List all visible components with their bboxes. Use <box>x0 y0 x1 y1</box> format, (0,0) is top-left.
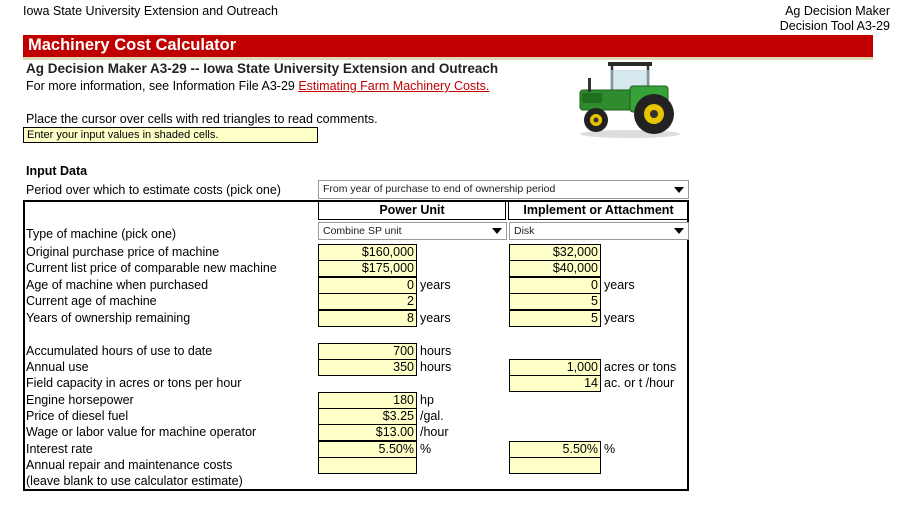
subtitle: Ag Decision Maker A3-29 -- Iowa State University Extension and Outreach <box>26 61 499 76</box>
brand-line2: Decision Tool A3-29 <box>779 19 890 33</box>
age-purchased-impl-input[interactable]: 0 <box>509 277 601 294</box>
field-capacity-unit: ac. or t /hour <box>604 376 675 390</box>
current-age-power-input[interactable]: 2 <box>318 293 417 310</box>
interest-label: Interest rate <box>26 442 93 456</box>
horsepower-unit: hp <box>420 393 434 407</box>
info-prefix: For more information, see Information File A3-29 <box>26 79 299 93</box>
input-data-heading: Input Data <box>26 164 88 178</box>
repair-note: (leave blank to use calculator estimate) <box>26 474 243 488</box>
accum-hours-unit: hours <box>420 344 452 358</box>
years-remaining-power-unit: years <box>420 311 451 325</box>
field-capacity-label: Field capacity in acres or tons per hour <box>26 376 242 390</box>
age-purchased-power-unit: years <box>420 278 451 292</box>
annual-use-impl-input[interactable]: 1,000 <box>509 359 601 376</box>
annual-use-power-input[interactable]: 350 <box>318 359 417 376</box>
years-remaining-impl-unit: years <box>604 311 635 325</box>
annual-use-label: Annual use <box>26 360 89 374</box>
labor-input[interactable]: $13.00 <box>318 424 417 441</box>
orig-price-impl-input[interactable]: $32,000 <box>509 244 601 261</box>
diesel-input[interactable]: $3.25 <box>318 408 417 425</box>
period-label: Period over which to estimate costs (pick one) <box>26 183 281 197</box>
implement-type-select[interactable] <box>509 222 689 240</box>
chevron-down-icon[interactable] <box>670 181 688 198</box>
diesel-unit: /gal. <box>420 409 444 423</box>
diesel-label: Price of diesel fuel <box>26 409 129 423</box>
list-price-impl-input[interactable]: $40,000 <box>509 260 601 277</box>
list-price-power-input[interactable]: $175,000 <box>318 260 417 277</box>
current-age-impl-input[interactable]: 5 <box>509 293 601 310</box>
interest-power-unit: % <box>420 442 432 456</box>
age-purchased-label: Age of machine when purchased <box>26 278 209 292</box>
implement-header: Implement or Attachment <box>523 203 674 217</box>
info-link[interactable]: Estimating Farm Machinery Costs. <box>298 79 490 93</box>
orig-price-power-input[interactable]: $160,000 <box>318 244 417 261</box>
annual-use-impl-unit: acres or tons <box>604 360 677 374</box>
years-remaining-label: Years of ownership remaining <box>26 311 191 325</box>
age-purchased-impl-unit: years <box>604 278 635 292</box>
labor-label: Wage or labor value for machine operator <box>26 425 257 439</box>
title-bar <box>23 35 873 60</box>
labor-unit: /hour <box>420 425 449 439</box>
field-capacity-impl-input[interactable]: 14 <box>509 375 601 392</box>
period-select-value: From year of purchase to end of ownership period <box>323 183 556 195</box>
power-type-value: Combine SP unit <box>323 225 402 237</box>
repair-impl-input[interactable] <box>509 457 601 474</box>
list-price-label: Current list price of comparable new machine <box>26 261 277 275</box>
years-remaining-power-input[interactable]: 8 <box>318 310 417 327</box>
org-name: Iowa State University Extension and Outreach <box>23 4 278 18</box>
accum-hours-power-input[interactable]: 700 <box>318 343 417 360</box>
current-age-label: Current age of machine <box>26 294 157 308</box>
annual-use-power-unit: hours <box>420 360 452 374</box>
period-select[interactable] <box>318 180 689 199</box>
info-line <box>26 79 489 93</box>
horsepower-label: Engine horsepower <box>26 393 134 407</box>
machine-type-label: Type of machine (pick one) <box>26 227 177 241</box>
repair-label: Annual repair and maintenance costs <box>26 458 233 472</box>
instruction-text: Place the cursor over cells with red triangles to read comments. <box>26 112 378 126</box>
tractor-icon <box>574 58 686 138</box>
age-purchased-power-input[interactable]: 0 <box>318 277 417 294</box>
horsepower-input[interactable]: 180 <box>318 392 417 409</box>
brand-line1: Ag Decision Maker <box>785 4 890 18</box>
input-note: Enter your input values in shaded cells. <box>23 127 318 143</box>
power-unit-header: Power Unit <box>379 203 445 217</box>
chevron-down-icon[interactable] <box>670 223 688 239</box>
orig-price-label: Original purchase price of machine <box>26 245 220 259</box>
accum-hours-label: Accumulated hours of use to date <box>26 344 213 358</box>
implement-type-value: Disk <box>514 225 535 237</box>
interest-impl-input[interactable]: 5.50% <box>509 441 601 458</box>
chevron-down-icon[interactable] <box>488 223 506 239</box>
years-remaining-impl-input[interactable]: 5 <box>509 310 601 327</box>
repair-power-input[interactable] <box>318 457 417 474</box>
page-title: Machinery Cost Calculator <box>28 36 237 54</box>
interest-impl-unit: % <box>604 442 616 456</box>
interest-power-input[interactable]: 5.50% <box>318 441 417 458</box>
power-type-select[interactable] <box>318 222 507 240</box>
